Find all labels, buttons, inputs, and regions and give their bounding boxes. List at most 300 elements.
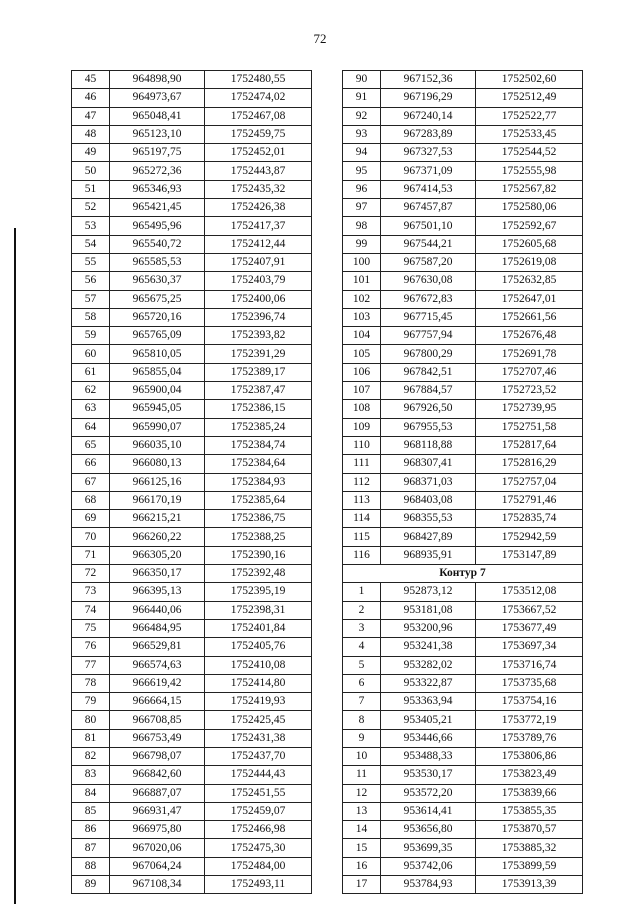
x-coordinate-cell: 967064,24 <box>110 857 205 875</box>
point-number-cell: 54 <box>72 235 110 253</box>
x-coordinate-cell: 967630,08 <box>381 272 476 290</box>
x-coordinate-cell: 965765,09 <box>110 327 205 345</box>
x-coordinate-cell: 968355,53 <box>381 510 476 528</box>
x-coordinate-cell: 953282,02 <box>381 656 476 674</box>
table-row <box>72 839 312 857</box>
point-number-cell: 78 <box>72 674 110 692</box>
table-row <box>343 400 583 418</box>
table-row <box>72 821 312 839</box>
x-coordinate-cell: 953614,41 <box>381 802 476 820</box>
y-coordinate-cell: 1752419,93 <box>205 693 312 711</box>
y-coordinate-cell: 1752605,68 <box>476 235 583 253</box>
y-coordinate-cell: 1752451,55 <box>205 784 312 802</box>
point-number-cell: 65 <box>72 436 110 454</box>
y-coordinate-cell: 1752942,59 <box>476 528 583 546</box>
y-coordinate-cell: 1752467,08 <box>205 107 312 125</box>
y-coordinate-cell: 1752707,46 <box>476 363 583 381</box>
table-row <box>72 217 312 235</box>
section-heading-row <box>343 565 583 583</box>
x-coordinate-cell: 966080,13 <box>110 455 205 473</box>
point-number-cell: 98 <box>343 217 381 235</box>
x-coordinate-cell: 968427,89 <box>381 528 476 546</box>
point-number-cell: 2 <box>343 601 381 619</box>
point-number-cell: 93 <box>343 125 381 143</box>
y-coordinate-cell: 1752459,75 <box>205 125 312 143</box>
x-coordinate-cell: 965048,41 <box>110 107 205 125</box>
point-number-cell: 70 <box>72 528 110 546</box>
x-coordinate-cell: 968371,03 <box>381 473 476 491</box>
y-coordinate-cell: 1753899,59 <box>476 857 583 875</box>
contour-heading: Контур 7 <box>343 565 583 583</box>
point-number-cell: 86 <box>72 821 110 839</box>
x-coordinate-cell: 965675,25 <box>110 290 205 308</box>
point-number-cell: 47 <box>72 107 110 125</box>
x-coordinate-cell: 966395,13 <box>110 583 205 601</box>
table-row <box>72 656 312 674</box>
y-coordinate-cell: 1752502,60 <box>476 71 583 89</box>
y-coordinate-cell: 1752619,08 <box>476 253 583 271</box>
point-number-cell: 109 <box>343 418 381 436</box>
table-row <box>343 107 583 125</box>
y-coordinate-cell: 1752417,37 <box>205 217 312 235</box>
table-row <box>72 455 312 473</box>
y-coordinate-cell: 1752555,98 <box>476 162 583 180</box>
margin-bar <box>14 228 16 904</box>
point-number-cell: 17 <box>343 876 381 894</box>
x-coordinate-cell: 966664,15 <box>110 693 205 711</box>
point-number-cell: 64 <box>72 418 110 436</box>
table-row <box>343 674 583 692</box>
table-row <box>72 235 312 253</box>
point-number-cell: 10 <box>343 747 381 765</box>
y-coordinate-cell: 1752661,56 <box>476 308 583 326</box>
x-coordinate-cell: 966619,42 <box>110 674 205 692</box>
x-coordinate-cell: 966215,21 <box>110 510 205 528</box>
y-coordinate-cell: 1752396,74 <box>205 308 312 326</box>
y-coordinate-cell: 1752835,74 <box>476 510 583 528</box>
x-coordinate-cell: 953200,96 <box>381 619 476 637</box>
left-coordinates-table <box>71 70 312 894</box>
point-number-cell: 114 <box>343 510 381 528</box>
point-number-cell: 113 <box>343 491 381 509</box>
point-number-cell: 67 <box>72 473 110 491</box>
table-row <box>72 693 312 711</box>
x-coordinate-cell: 967240,14 <box>381 107 476 125</box>
point-number-cell: 75 <box>72 619 110 637</box>
table-row <box>72 747 312 765</box>
point-number-cell: 56 <box>72 272 110 290</box>
point-number-cell: 45 <box>72 71 110 89</box>
table-row <box>72 528 312 546</box>
point-number-cell: 12 <box>343 784 381 802</box>
point-number-cell: 50 <box>72 162 110 180</box>
table-row <box>72 638 312 656</box>
point-number-cell: 97 <box>343 199 381 217</box>
point-number-cell: 74 <box>72 601 110 619</box>
table-row <box>72 125 312 143</box>
table-row <box>72 674 312 692</box>
y-coordinate-cell: 1752407,91 <box>205 253 312 271</box>
x-coordinate-cell: 967327,53 <box>381 144 476 162</box>
x-coordinate-cell: 953572,20 <box>381 784 476 802</box>
y-coordinate-cell: 1753754,16 <box>476 693 583 711</box>
table-row <box>343 363 583 381</box>
x-coordinate-cell: 965990,07 <box>110 418 205 436</box>
table-row <box>72 546 312 564</box>
y-coordinate-cell: 1752393,82 <box>205 327 312 345</box>
point-number-cell: 76 <box>72 638 110 656</box>
table-row <box>72 71 312 89</box>
point-number-cell: 108 <box>343 400 381 418</box>
point-number-cell: 3 <box>343 619 381 637</box>
x-coordinate-cell: 953322,87 <box>381 674 476 692</box>
table-row <box>343 308 583 326</box>
x-coordinate-cell: 967926,50 <box>381 400 476 418</box>
point-number-cell: 106 <box>343 363 381 381</box>
table-row <box>343 162 583 180</box>
table-row <box>343 619 583 637</box>
table-row <box>343 382 583 400</box>
right-coordinates-table <box>342 70 583 894</box>
y-coordinate-cell: 1752757,04 <box>476 473 583 491</box>
y-coordinate-cell: 1752425,45 <box>205 711 312 729</box>
x-coordinate-cell: 965123,10 <box>110 125 205 143</box>
y-coordinate-cell: 1752384,93 <box>205 473 312 491</box>
point-number-cell: 92 <box>343 107 381 125</box>
x-coordinate-cell: 967371,09 <box>381 162 476 180</box>
point-number-cell: 73 <box>72 583 110 601</box>
y-coordinate-cell: 1753697,34 <box>476 638 583 656</box>
table-row <box>343 729 583 747</box>
y-coordinate-cell: 1752567,82 <box>476 180 583 198</box>
table-row <box>343 491 583 509</box>
x-coordinate-cell: 966708,85 <box>110 711 205 729</box>
point-number-cell: 72 <box>72 565 110 583</box>
y-coordinate-cell: 1753716,74 <box>476 656 583 674</box>
point-number-cell: 61 <box>72 363 110 381</box>
point-number-cell: 102 <box>343 290 381 308</box>
table-row <box>72 272 312 290</box>
x-coordinate-cell: 967842,51 <box>381 363 476 381</box>
table-row <box>343 272 583 290</box>
y-coordinate-cell: 1753913,39 <box>476 876 583 894</box>
y-coordinate-cell: 1752385,64 <box>205 491 312 509</box>
x-coordinate-cell: 965346,93 <box>110 180 205 198</box>
y-coordinate-cell: 1752443,87 <box>205 162 312 180</box>
table-row <box>343 125 583 143</box>
y-coordinate-cell: 1753735,68 <box>476 674 583 692</box>
x-coordinate-cell: 966350,17 <box>110 565 205 583</box>
point-number-cell: 105 <box>343 345 381 363</box>
y-coordinate-cell: 1752480,55 <box>205 71 312 89</box>
point-number-cell: 85 <box>72 802 110 820</box>
table-row <box>72 308 312 326</box>
y-coordinate-cell: 1752484,00 <box>205 857 312 875</box>
x-coordinate-cell: 967414,53 <box>381 180 476 198</box>
y-coordinate-cell: 1753885,32 <box>476 839 583 857</box>
x-coordinate-cell: 966484,95 <box>110 619 205 637</box>
y-coordinate-cell: 1752723,52 <box>476 382 583 400</box>
x-coordinate-cell: 966931,47 <box>110 802 205 820</box>
x-coordinate-cell: 953784,93 <box>381 876 476 894</box>
x-coordinate-cell: 967196,29 <box>381 89 476 107</box>
point-number-cell: 81 <box>72 729 110 747</box>
point-number-cell: 79 <box>72 693 110 711</box>
table-row <box>72 619 312 637</box>
x-coordinate-cell: 967152,36 <box>381 71 476 89</box>
x-coordinate-cell: 966753,49 <box>110 729 205 747</box>
point-number-cell: 1 <box>343 583 381 601</box>
x-coordinate-cell: 953742,06 <box>381 857 476 875</box>
x-coordinate-cell: 967457,87 <box>381 199 476 217</box>
y-coordinate-cell: 1752412,44 <box>205 235 312 253</box>
y-coordinate-cell: 1752512,49 <box>476 89 583 107</box>
point-number-cell: 7 <box>343 693 381 711</box>
point-number-cell: 6 <box>343 674 381 692</box>
y-coordinate-cell: 1752751,58 <box>476 418 583 436</box>
x-coordinate-cell: 967283,89 <box>381 125 476 143</box>
table-row <box>72 107 312 125</box>
point-number-cell: 46 <box>72 89 110 107</box>
y-coordinate-cell: 1752385,24 <box>205 418 312 436</box>
y-coordinate-cell: 1753806,86 <box>476 747 583 765</box>
table-row <box>343 418 583 436</box>
x-coordinate-cell: 953530,17 <box>381 766 476 784</box>
table-row <box>343 747 583 765</box>
x-coordinate-cell: 967884,57 <box>381 382 476 400</box>
y-coordinate-cell: 1752435,32 <box>205 180 312 198</box>
x-coordinate-cell: 966842,60 <box>110 766 205 784</box>
table-row <box>343 802 583 820</box>
point-number-cell: 69 <box>72 510 110 528</box>
table-row <box>343 180 583 198</box>
y-coordinate-cell: 1752592,67 <box>476 217 583 235</box>
y-coordinate-cell: 1752533,45 <box>476 125 583 143</box>
point-number-cell: 116 <box>343 546 381 564</box>
x-coordinate-cell: 966798,07 <box>110 747 205 765</box>
table-row <box>72 802 312 820</box>
x-coordinate-cell: 967715,45 <box>381 308 476 326</box>
point-number-cell: 58 <box>72 308 110 326</box>
y-coordinate-cell: 1752544,52 <box>476 144 583 162</box>
table-row <box>72 857 312 875</box>
x-coordinate-cell: 966125,16 <box>110 473 205 491</box>
x-coordinate-cell: 967955,53 <box>381 418 476 436</box>
y-coordinate-cell: 1753789,76 <box>476 729 583 747</box>
point-number-cell: 94 <box>343 144 381 162</box>
table-row <box>343 839 583 857</box>
y-coordinate-cell: 1752791,46 <box>476 491 583 509</box>
table-row <box>72 583 312 601</box>
table-row <box>72 89 312 107</box>
x-coordinate-cell: 967757,94 <box>381 327 476 345</box>
point-number-cell: 60 <box>72 345 110 363</box>
table-row <box>72 180 312 198</box>
x-coordinate-cell: 967587,20 <box>381 253 476 271</box>
x-coordinate-cell: 965197,75 <box>110 144 205 162</box>
point-number-cell: 14 <box>343 821 381 839</box>
y-coordinate-cell: 1752414,80 <box>205 674 312 692</box>
y-coordinate-cell: 1752474,02 <box>205 89 312 107</box>
y-coordinate-cell: 1752386,15 <box>205 400 312 418</box>
point-number-cell: 62 <box>72 382 110 400</box>
page-number: 72 <box>313 31 327 46</box>
y-coordinate-cell: 1752384,64 <box>205 455 312 473</box>
x-coordinate-cell: 953405,21 <box>381 711 476 729</box>
x-coordinate-cell: 965272,36 <box>110 162 205 180</box>
point-number-cell: 112 <box>343 473 381 491</box>
y-coordinate-cell: 1753667,52 <box>476 601 583 619</box>
x-coordinate-cell: 966574,63 <box>110 656 205 674</box>
table-row <box>343 327 583 345</box>
y-coordinate-cell: 1752475,30 <box>205 839 312 857</box>
table-row <box>343 345 583 363</box>
y-coordinate-cell: 1752398,31 <box>205 601 312 619</box>
point-number-cell: 53 <box>72 217 110 235</box>
table-row <box>72 363 312 381</box>
table-row <box>72 345 312 363</box>
point-number-cell: 8 <box>343 711 381 729</box>
y-coordinate-cell: 1752580,06 <box>476 199 583 217</box>
y-coordinate-cell: 1752466,98 <box>205 821 312 839</box>
point-number-cell: 15 <box>343 839 381 857</box>
y-coordinate-cell: 1752386,75 <box>205 510 312 528</box>
y-coordinate-cell: 1752647,01 <box>476 290 583 308</box>
table-row <box>72 711 312 729</box>
x-coordinate-cell: 953699,35 <box>381 839 476 857</box>
table-row <box>72 290 312 308</box>
point-number-cell: 57 <box>72 290 110 308</box>
y-coordinate-cell: 1753855,35 <box>476 802 583 820</box>
y-coordinate-cell: 1753772,19 <box>476 711 583 729</box>
table-row <box>343 601 583 619</box>
y-coordinate-cell: 1752632,85 <box>476 272 583 290</box>
x-coordinate-cell: 965540,72 <box>110 235 205 253</box>
table-row <box>72 199 312 217</box>
point-number-cell: 59 <box>72 327 110 345</box>
x-coordinate-cell: 953181,08 <box>381 601 476 619</box>
point-number-cell: 48 <box>72 125 110 143</box>
x-coordinate-cell: 968935,91 <box>381 546 476 564</box>
point-number-cell: 96 <box>343 180 381 198</box>
point-number-cell: 4 <box>343 638 381 656</box>
x-coordinate-cell: 966170,19 <box>110 491 205 509</box>
x-coordinate-cell: 952873,12 <box>381 583 476 601</box>
x-coordinate-cell: 965585,53 <box>110 253 205 271</box>
x-coordinate-cell: 967672,83 <box>381 290 476 308</box>
y-coordinate-cell: 1752816,29 <box>476 455 583 473</box>
x-coordinate-cell: 953241,38 <box>381 638 476 656</box>
point-number-cell: 107 <box>343 382 381 400</box>
x-coordinate-cell: 966305,20 <box>110 546 205 564</box>
point-number-cell: 101 <box>343 272 381 290</box>
y-coordinate-cell: 1752410,08 <box>205 656 312 674</box>
y-coordinate-cell: 1752400,06 <box>205 290 312 308</box>
y-coordinate-cell: 1753839,66 <box>476 784 583 802</box>
x-coordinate-cell: 966440,06 <box>110 601 205 619</box>
table-row <box>343 876 583 894</box>
point-number-cell: 77 <box>72 656 110 674</box>
table-row <box>343 693 583 711</box>
point-number-cell: 87 <box>72 839 110 857</box>
table-row <box>72 766 312 784</box>
table-row <box>72 436 312 454</box>
table-row <box>343 89 583 107</box>
table-row <box>72 162 312 180</box>
y-coordinate-cell: 1752392,48 <box>205 565 312 583</box>
point-number-cell: 111 <box>343 455 381 473</box>
x-coordinate-cell: 964973,67 <box>110 89 205 107</box>
table-row <box>343 473 583 491</box>
table-row <box>343 656 583 674</box>
point-number-cell: 52 <box>72 199 110 217</box>
point-number-cell: 68 <box>72 491 110 509</box>
x-coordinate-cell: 968403,08 <box>381 491 476 509</box>
table-row <box>343 766 583 784</box>
y-coordinate-cell: 1752395,19 <box>205 583 312 601</box>
y-coordinate-cell: 1752387,47 <box>205 382 312 400</box>
table-row <box>343 784 583 802</box>
table-row <box>72 327 312 345</box>
y-coordinate-cell: 1752739,95 <box>476 400 583 418</box>
table-row <box>72 491 312 509</box>
point-number-cell: 89 <box>72 876 110 894</box>
x-coordinate-cell: 965900,04 <box>110 382 205 400</box>
x-coordinate-cell: 953363,94 <box>381 693 476 711</box>
table-row <box>343 821 583 839</box>
point-number-cell: 80 <box>72 711 110 729</box>
y-coordinate-cell: 1753147,89 <box>476 546 583 564</box>
table-row <box>343 235 583 253</box>
x-coordinate-cell: 967800,29 <box>381 345 476 363</box>
table-row <box>343 638 583 656</box>
point-number-cell: 100 <box>343 253 381 271</box>
y-coordinate-cell: 1752452,01 <box>205 144 312 162</box>
table-row <box>343 455 583 473</box>
x-coordinate-cell: 965720,16 <box>110 308 205 326</box>
point-number-cell: 83 <box>72 766 110 784</box>
table-row <box>343 510 583 528</box>
table-row <box>343 71 583 89</box>
table-row <box>72 784 312 802</box>
table-row <box>343 857 583 875</box>
y-coordinate-cell: 1752522,77 <box>476 107 583 125</box>
point-number-cell: 103 <box>343 308 381 326</box>
point-number-cell: 63 <box>72 400 110 418</box>
y-coordinate-cell: 1752389,17 <box>205 363 312 381</box>
point-number-cell: 5 <box>343 656 381 674</box>
point-number-cell: 11 <box>343 766 381 784</box>
table-row <box>72 876 312 894</box>
y-coordinate-cell: 1752437,70 <box>205 747 312 765</box>
point-number-cell: 66 <box>72 455 110 473</box>
x-coordinate-cell: 967544,21 <box>381 235 476 253</box>
table-row <box>343 583 583 601</box>
point-number-cell: 55 <box>72 253 110 271</box>
table-row <box>343 253 583 271</box>
point-number-cell: 51 <box>72 180 110 198</box>
x-coordinate-cell: 968307,41 <box>381 455 476 473</box>
x-coordinate-cell: 967501,10 <box>381 217 476 235</box>
table-row <box>343 199 583 217</box>
x-coordinate-cell: 966035,10 <box>110 436 205 454</box>
x-coordinate-cell: 953446,66 <box>381 729 476 747</box>
point-number-cell: 99 <box>343 235 381 253</box>
table-row <box>72 418 312 436</box>
y-coordinate-cell: 1752676,48 <box>476 327 583 345</box>
table-row <box>343 528 583 546</box>
y-coordinate-cell: 1752444,43 <box>205 766 312 784</box>
